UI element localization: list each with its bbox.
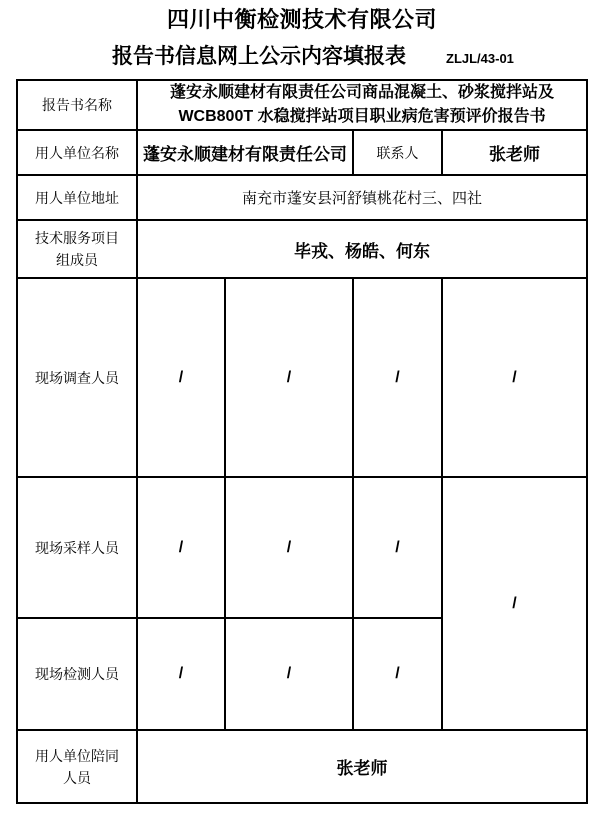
row-site-survey (17, 278, 587, 477)
row-team-members (17, 220, 587, 278)
site-sampling-cell-3: / (353, 477, 442, 618)
row-site-sampling (17, 477, 587, 618)
row-report-name (17, 80, 587, 130)
site-sampling-cell-2: / (225, 477, 353, 618)
company-title: 四川中衡检测技术有限公司 (166, 7, 437, 32)
escort-label-line1: 用人单位陪同 (35, 747, 119, 764)
row-employer-address (17, 175, 587, 220)
team-members-value: 毕戎、杨皓、何东 (137, 220, 587, 278)
sampling-testing-merged-cell: / (442, 477, 587, 730)
employer-address-label: 用人单位地址 (17, 175, 137, 220)
site-testing-cell-3: / (353, 618, 442, 730)
site-sampling-label: 现场采样人员 (17, 477, 137, 618)
site-testing-label: 现场检测人员 (17, 618, 137, 730)
site-survey-cell-3: / (353, 278, 442, 477)
escort-value: 张老师 (137, 730, 587, 803)
employer-name-label: 用人单位名称 (17, 130, 137, 175)
site-survey-label: 现场调查人员 (17, 278, 137, 477)
team-members-label-line1: 技术服务项目 (35, 230, 119, 246)
site-survey-cell-2: / (225, 278, 353, 477)
site-sampling-cell-1: / (137, 477, 225, 618)
employer-name-value: 蓬安永顺建材有限责任公司 (137, 130, 353, 175)
row-escort (17, 730, 587, 803)
row-employer-name (17, 130, 587, 175)
escort-label (17, 730, 137, 803)
report-name-label: 报告书名称 (17, 80, 137, 130)
report-name-line2: WCB800T 水稳搅拌站项目职业病危害预评价报告书 (178, 108, 546, 125)
contact-value: 张老师 (442, 130, 587, 175)
contact-label: 联系人 (353, 130, 442, 175)
subtitle-row (0, 45, 604, 69)
report-name-value (137, 80, 587, 130)
team-members-label-line2: 组成员 (56, 252, 98, 268)
employer-address-value: 南充市蓬安县河舒镇桃花村三、四社 (137, 175, 587, 220)
form-title: 报告书信息网上公示内容填报表 (112, 45, 406, 68)
escort-label-line2: 人员 (63, 769, 91, 786)
report-name-line1: 蓬安永顺建材有限责任公司商品混凝土、砂浆搅拌站及 (170, 84, 555, 101)
site-survey-cell-4: / (442, 278, 587, 477)
site-testing-cell-2: / (225, 618, 353, 730)
site-testing-cell-1: / (137, 618, 225, 730)
form-code: ZLJL/43-01 (446, 51, 514, 66)
report-info-table (16, 79, 588, 804)
team-members-label (17, 220, 137, 278)
site-survey-cell-1: / (137, 278, 225, 477)
